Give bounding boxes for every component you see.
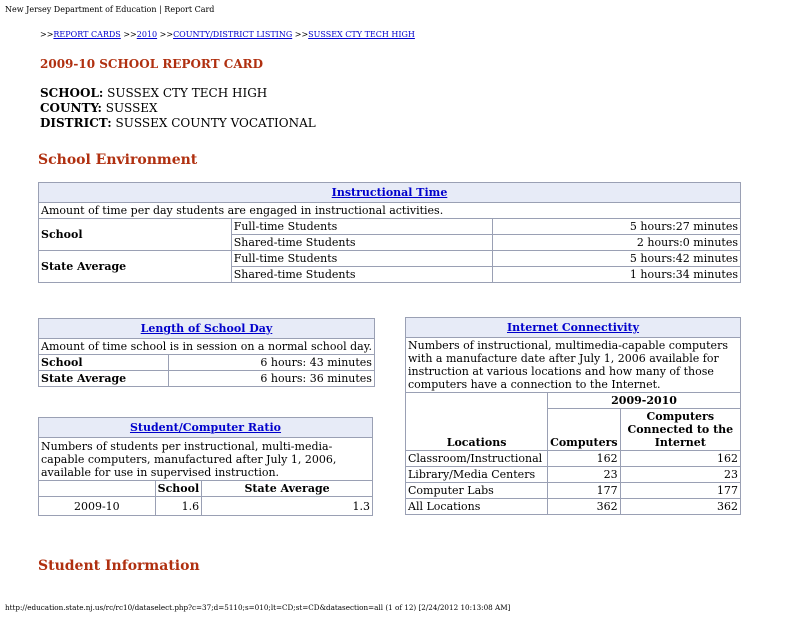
table-header-row [39,481,373,497]
cell-label: Full-time Students [231,251,493,267]
cell-label: Shared-time Students [231,235,493,251]
section-school-environment: School Environment [38,152,198,168]
breadcrumb-county-district-listing[interactable]: COUNTY/DISTRICT LISTING [173,30,293,39]
row-year: 2009-10 [39,497,156,516]
school-label: SCHOOL: [40,86,104,100]
cell-location: All Locations [406,499,548,515]
page-header: New Jersey Department of Education | Report Card [5,5,215,14]
cell-value: 6 hours: 36 minutes [169,371,375,387]
student-computer-ratio-table [38,417,373,516]
internet-connectivity-link[interactable]: Internet Connectivity [506,321,639,334]
student-computer-ratio-link[interactable]: Student/Computer Ratio [129,421,282,434]
cell-connected: 23 [620,467,740,483]
cell-computers: 162 [548,451,621,467]
row-label: School [39,355,169,371]
ratio-description: Numbers of students per instructional, multi-media-capable computers, manufactured after July 1, 2006, available for use in supervised instruction. [39,438,373,481]
internet-connectivity-table [405,317,741,515]
cell-school: 1.6 [155,497,202,516]
col-state-average: State Average [202,481,373,497]
cell-value: 1 hours:34 minutes [493,267,741,283]
col-year: 2009-2010 [548,393,741,409]
breadcrumb-school[interactable]: SUSSEX CTY TECH HIGH [308,30,415,39]
school-info [40,86,316,131]
table-header-row [406,393,741,409]
cell-value: 6 hours: 43 minutes [169,355,375,371]
cell-label: Shared-time Students [231,267,493,283]
row-label: School [39,219,232,251]
page-footer: http://education.state.nj.us/rc/rc10/dataselect.php?c=37;d=5110;s=010;lt=CD;st=CD&datasection=all (1 of 12) [2/24/2012 10:13:08 AM] [5,603,511,612]
cell-label: Full-time Students [231,219,493,235]
table-row [406,483,741,499]
internet-description: Numbers of instructional, multimedia-capable computers with a manufacture date after July 1, 2006 available for instruction at various locations and how many of those computers have a connection to the Internet. [406,338,741,393]
length-of-day-description: Amount of time school is in session on a normal school day. [39,339,375,355]
instructional-time-link[interactable]: Instructional Time [331,186,448,199]
cell-location: Classroom/Instructional [406,451,548,467]
table-row [39,251,741,267]
cell-location: Library/Media Centers [406,467,548,483]
row-label: State Average [39,251,232,283]
cell-computers: 362 [548,499,621,515]
instructional-time-table [38,182,741,283]
table-row [39,497,373,516]
district-name: SUSSEX COUNTY VOCATIONAL [115,116,316,130]
table-row [406,451,741,467]
row-label: State Average [39,371,169,387]
length-of-school-day-table [38,318,375,387]
report-title: 2009-10 SCHOOL REPORT CARD [40,57,264,71]
school-name: SUSSEX CTY TECH HIGH [107,86,268,100]
cell-computers: 177 [548,483,621,499]
breadcrumb-report-cards[interactable]: REPORT CARDS [53,30,121,39]
breadcrumb: >>REPORT CARDS >>2010 >>COUNTY/DISTRICT LISTING >>SUSSEX CTY TECH HIGH [40,30,415,39]
section-student-information: Student Information [38,558,200,574]
table-row [406,499,741,515]
table-row [39,355,375,371]
table-row [39,219,741,235]
cell-connected: 177 [620,483,740,499]
cell-connected: 162 [620,451,740,467]
cell-state: 1.3 [202,497,373,516]
instructional-time-description: Amount of time per day students are engaged in instructional activities. [39,203,741,219]
length-of-school-day-link[interactable]: Length of School Day [140,322,273,335]
col-locations: Locations [406,393,548,451]
col-school: School [155,481,202,497]
col-computers: Computers [548,409,621,451]
table-row [406,467,741,483]
col-connected: Computers Connected to the Internet [620,409,740,451]
county-name: SUSSEX [105,101,158,115]
breadcrumb-2010[interactable]: 2010 [136,30,158,39]
cell-location: Computer Labs [406,483,548,499]
cell-connected: 362 [620,499,740,515]
cell-value: 2 hours:0 minutes [493,235,741,251]
cell-computers: 23 [548,467,621,483]
cell-value: 5 hours:42 minutes [493,251,741,267]
cell-value: 5 hours:27 minutes [493,219,741,235]
table-row [39,371,375,387]
county-label: COUNTY: [40,101,102,115]
district-label: DISTRICT: [40,116,112,130]
